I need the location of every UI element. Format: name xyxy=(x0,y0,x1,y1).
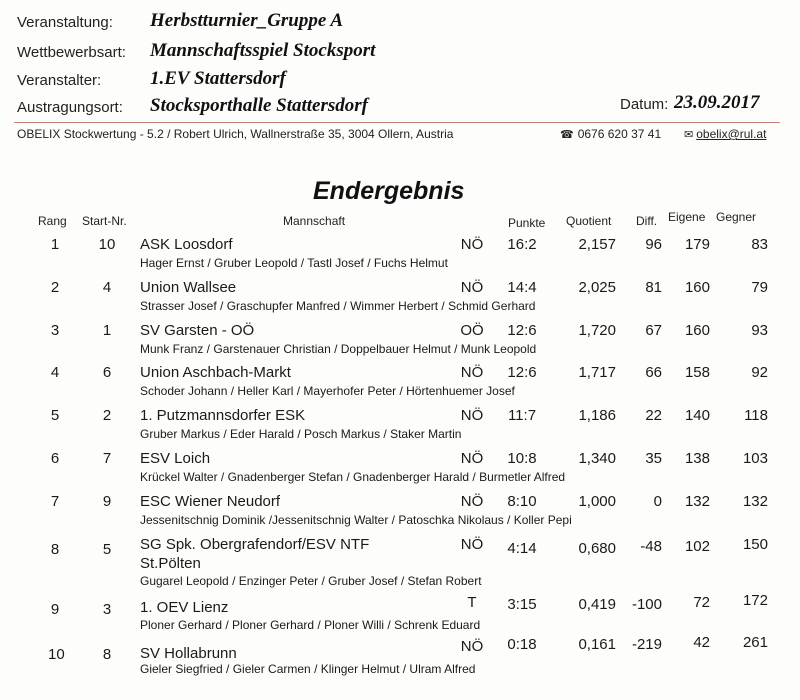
region-cell: NÖ xyxy=(460,450,484,467)
players-list: Krückel Walter / Gnadenberger Stefan / Gnadenberger Harald / Burmetler Alfred xyxy=(140,470,566,484)
quotient-cell: 0,419 xyxy=(578,596,616,613)
table-row xyxy=(0,322,800,365)
page-title: Endergebnis xyxy=(313,177,465,205)
startnr-cell: 1 xyxy=(102,322,112,339)
startnr-cell: 2 xyxy=(102,407,112,424)
header-eigene: Eigene xyxy=(668,210,706,224)
rang-cell: 2 xyxy=(50,279,60,296)
team-name: 1. OEV Lienz xyxy=(140,599,229,616)
table-row xyxy=(0,450,800,493)
meta-value-veranstalter: 1.EV Stattersdorf xyxy=(150,68,286,89)
header-startnr: Start-Nr. xyxy=(82,214,127,228)
startnr-cell: 10 xyxy=(98,236,116,253)
team-name: Union Wallsee xyxy=(140,279,237,296)
rang-cell: 8 xyxy=(50,541,60,558)
diff-cell: 66 xyxy=(645,364,662,381)
table-row xyxy=(0,493,800,536)
quotient-cell: 1,717 xyxy=(578,364,616,381)
startnr-cell: 5 xyxy=(102,541,112,558)
eigene-cell: 138 xyxy=(684,450,710,467)
diff-cell: -219 xyxy=(631,636,662,653)
eigene-cell: 132 xyxy=(684,493,710,510)
team-name: SV Hollabrunn xyxy=(140,645,237,662)
eigene-cell: 72 xyxy=(693,594,710,611)
gegner-cell: 261 xyxy=(742,634,768,651)
diff-cell: 35 xyxy=(645,450,662,467)
players-list: Schoder Johann / Heller Karl / Mayerhofer Peter / Hörtenhuemer Josef xyxy=(140,384,515,398)
table-row xyxy=(0,634,800,683)
quotient-cell: 2,025 xyxy=(578,279,616,296)
players-list: Ploner Gerhard / Ploner Gerhard / Ploner Willi / Schrenk Eduard xyxy=(140,618,481,632)
quotient-cell: 2,157 xyxy=(578,236,616,253)
meta-label-veranstalter: Veranstalter: xyxy=(17,72,102,89)
table-row xyxy=(0,592,800,639)
quotient-cell: 1,340 xyxy=(578,450,616,467)
startnr-cell: 4 xyxy=(102,279,112,296)
email-contact xyxy=(684,127,766,141)
punkte-cell: 16:2 xyxy=(507,236,537,253)
rang-cell: 1 xyxy=(50,236,60,253)
meta-label-veranstaltung: Veranstaltung: xyxy=(17,14,113,31)
region-cell: NÖ xyxy=(460,407,484,424)
table-row xyxy=(0,279,800,322)
diff-cell: 0 xyxy=(653,493,662,510)
quotient-cell: 1,720 xyxy=(578,322,616,339)
phone-number: 0676 620 37 41 xyxy=(577,127,662,141)
startnr-cell: 8 xyxy=(102,646,112,663)
eigene-cell: 102 xyxy=(684,538,710,555)
team-name: ESV Loich xyxy=(140,450,211,467)
team-name: SV Garsten - OÖ xyxy=(140,322,255,339)
header-divider xyxy=(14,122,780,123)
region-cell: OÖ xyxy=(460,322,484,339)
gegner-cell: 79 xyxy=(751,279,768,296)
region-cell: NÖ xyxy=(460,493,484,510)
diff-cell: -48 xyxy=(640,538,662,555)
players-list: Hager Ernst / Gruber Leopold / Tastl Josef / Fuchs Helmut xyxy=(140,256,448,270)
punkte-cell: 11:7 xyxy=(507,407,537,424)
rang-cell: 5 xyxy=(50,407,60,424)
gegner-cell: 92 xyxy=(751,364,768,381)
quotient-cell: 1,000 xyxy=(578,493,616,510)
region-cell: NÖ xyxy=(460,536,484,553)
rang-cell: 9 xyxy=(50,601,60,618)
punkte-cell: 12:6 xyxy=(507,364,537,381)
phone-icon: ☎ xyxy=(560,129,574,141)
gegner-cell: 132 xyxy=(742,493,768,510)
header-rang: Rang xyxy=(38,214,67,228)
eigene-cell: 140 xyxy=(684,407,710,424)
eigene-cell: 42 xyxy=(693,634,710,651)
team-name: SG Spk. Obergrafendorf/ESV NTF xyxy=(140,536,370,553)
meta-label-austragungsort: Austragungsort: xyxy=(17,99,123,116)
header-quotient: Quotient xyxy=(566,214,612,228)
punkte-cell: 12:6 xyxy=(507,322,537,339)
eigene-cell: 160 xyxy=(684,279,710,296)
diff-cell: 22 xyxy=(645,407,662,424)
team-name: ESC Wiener Neudorf xyxy=(140,493,281,510)
meta-value-austragungsort: Stocksporthalle Stattersdorf xyxy=(150,95,368,116)
diff-cell: 81 xyxy=(645,279,662,296)
table-row xyxy=(0,536,800,596)
region-cell: NÖ xyxy=(460,279,484,296)
players-list: Jessenitschnig Dominik /Jessenitschnig Walter / Patoschka Nikolaus / Koller Pepi xyxy=(140,513,572,527)
header-mannschaft: Mannschaft xyxy=(283,214,346,228)
meta-label-wettbewerbsart: Wettbewerbsart: xyxy=(17,44,126,61)
meta-value-veranstaltung: Herbstturnier_Gruppe A xyxy=(150,10,344,31)
punkte-cell: 14:4 xyxy=(507,279,537,296)
email-link[interactable]: obelix@rul.at xyxy=(696,127,767,141)
phone-contact xyxy=(560,127,661,141)
rang-cell: 6 xyxy=(50,450,60,467)
startnr-cell: 9 xyxy=(102,493,112,510)
quotient-cell: 1,186 xyxy=(578,407,616,424)
punkte-cell: 0:18 xyxy=(507,636,537,653)
punkte-cell: 3:15 xyxy=(507,596,537,613)
startnr-cell: 6 xyxy=(102,364,112,381)
punkte-cell: 4:14 xyxy=(507,540,537,557)
team-name-continued: St.Pölten xyxy=(140,555,201,572)
region-cell: NÖ xyxy=(460,364,484,381)
header-diff: Diff. xyxy=(636,214,658,228)
table-row xyxy=(0,236,800,279)
players-list: Gieler Siegfried / Gieler Carmen / Klinger Helmut / Ulram Alfred xyxy=(140,662,476,676)
eigene-cell: 179 xyxy=(684,236,710,253)
table-row xyxy=(0,407,800,450)
meta-value-wettbewerbsart: Mannschaftsspiel Stocksport xyxy=(150,40,376,61)
region-cell: T xyxy=(467,594,477,611)
gegner-cell: 93 xyxy=(751,322,768,339)
table-row xyxy=(0,364,800,407)
gegner-cell: 172 xyxy=(742,592,768,609)
diff-cell: 67 xyxy=(645,322,662,339)
players-list: Gruber Markus / Eder Harald / Posch Markus / Staker Martin xyxy=(140,427,462,441)
diff-cell: 96 xyxy=(645,236,662,253)
players-list: Strasser Josef / Graschupfer Manfred / Wimmer Herbert / Schmid Gerhard xyxy=(140,299,536,313)
players-list: Munk Franz / Garstenauer Christian / Doppelbauer Helmut / Munk Leopold xyxy=(140,342,537,356)
team-name: 1. Putzmannsdorfer ESK xyxy=(140,407,306,424)
header-punkte: Punkte xyxy=(508,216,546,230)
gegner-cell: 103 xyxy=(742,450,768,467)
punkte-cell: 8:10 xyxy=(507,493,537,510)
eigene-cell: 160 xyxy=(684,322,710,339)
quotient-cell: 0,161 xyxy=(578,636,616,653)
punkte-cell: 10:8 xyxy=(507,450,537,467)
players-list: Gugarel Leopold / Enzinger Peter / Gruber Josef / Stefan Robert xyxy=(140,574,482,588)
rang-cell: 4 xyxy=(50,364,60,381)
rang-cell: 3 xyxy=(50,322,60,339)
mail-icon: ✉ xyxy=(684,129,694,141)
team-name: Union Aschbach-Markt xyxy=(140,364,291,381)
eigene-cell: 158 xyxy=(684,364,710,381)
header-gegner: Gegner xyxy=(716,210,757,224)
datum-value: 23.09.2017 xyxy=(674,92,760,113)
software-credit: OBELIX Stockwertung - 5.2 / Robert Ulrich, Wallnerstraße 35, 3004 Ollern, Austria xyxy=(17,127,454,141)
datum-label: Datum: xyxy=(620,96,669,113)
quotient-cell: 0,680 xyxy=(578,540,616,557)
diff-cell: -100 xyxy=(631,596,662,613)
gegner-cell: 150 xyxy=(742,536,768,553)
region-cell: NÖ xyxy=(460,638,484,655)
rang-cell: 10 xyxy=(48,646,65,663)
region-cell: NÖ xyxy=(460,236,484,253)
gegner-cell: 83 xyxy=(751,236,768,253)
gegner-cell: 118 xyxy=(744,407,768,424)
team-name: ASK Loosdorf xyxy=(140,236,233,253)
startnr-cell: 7 xyxy=(102,450,112,467)
startnr-cell: 3 xyxy=(102,601,112,618)
rang-cell: 7 xyxy=(50,493,60,510)
